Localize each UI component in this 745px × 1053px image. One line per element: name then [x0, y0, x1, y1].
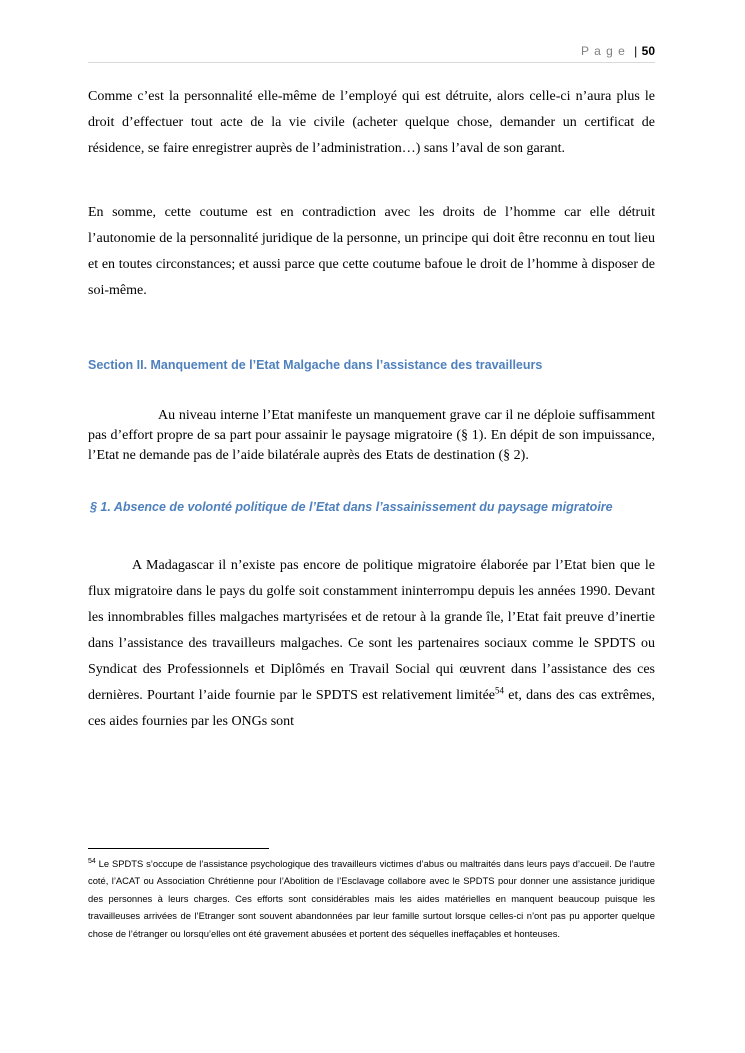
- body-text: A Madagascar il n’existe pas encore de politique migratoire élaborée par l’Etat bien que le flux migratoire dans le pays du golfe soit constamment ininterrompu depuis les années 1990. Devant les innombrables filles malgaches martyrisées et de retour à la grande île, l’Etat fait preuve d’inertie dans l’assistance des travailleurs malgaches. Ce sont les partenaires sociaux comme le SPDTS ou Syndicat des Professionnels et Diplômés en Travail Social qui œuvrent dans l’assistance des ces dernières. Pourtant l’aide fournie par le SPDTS est relativement limitée: [88, 558, 655, 703]
- paragraph-en-somme: En somme, cette coutume est en contradiction avec les droits de l’homme car elle détruit l’autonomie de la personnalité juridique de la personne, un principe qui doit être reconnu en tout lieu et en toutes circonstances; et aussi parce que cette coutume bafoue le droit de l’homme à disposer de soi-même.: [88, 205, 655, 298]
- section-intro-text: Au niveau interne l’Etat manifeste un manquement grave car il ne déploie suffisamment pas d’effort propre de sa part pour assainir le paysage migratoire (§ 1). En dépit de son impuissance, l’Etat ne demande pas de l’aide bilatérale auprès des Etats de destination (§ 2).: [88, 408, 655, 463]
- section-intro-paragraph: [88, 406, 655, 466]
- section-heading: Section II. Manquement de l’Etat Malgache dans l’assistance des travailleurs: [88, 358, 543, 372]
- footnote-reference[interactable]: 54: [495, 685, 505, 696]
- paragraph-personnalite: Comme c’est la personnalité elle-même de l’employé qui est détruite, alors celle-ci n’aura plus le droit d’effectuer tout acte de la vie civile (acheter quelque chose, demander un certificat de résidence, se faire enregistrer auprès de l’administration…) sans l’aval de son garant.: [88, 89, 655, 156]
- footnote-text: Le SPDTS s’occupe de l’assistance psychologique des travailleurs victimes d’abus ou maltraités dans leurs pays d’accueil. De l’autre coté, l’ACAT ou Association Chrétienne pour l’Abolition de l’Esclavage collabore avec le SPDTS pour donner une assistance juridique des personnes à leurs charges. Ces efforts sont considérables mais les aides matérielles en manquent beaucoup puisque les travailleuses arrivées de l’Etranger sont souvent abandonnées par leur famille surtout lorsque celles-ci n’ont pas pu apporter quelque chose de l’étranger ou lorsqu’elles ont été gravement abusées et portent des séquelles ineffaçables et honteuses.: [88, 858, 655, 939]
- header-divider: [88, 62, 655, 63]
- subsection-heading: § 1. Absence de volonté politique de l’Etat dans l’assainissement du paysage migratoire: [90, 500, 613, 514]
- footnote: [88, 855, 655, 942]
- header-separator: |: [634, 44, 638, 58]
- body-text-continued: et, dans des cas extrêmes, ces aides fournies par les ONGs sont: [88, 688, 656, 729]
- footnote-divider: [88, 848, 269, 849]
- footnote-number: 54: [88, 857, 96, 865]
- page-header: [88, 44, 655, 58]
- page-label: P a g e: [581, 44, 626, 58]
- body-paragraph: [88, 553, 655, 735]
- page-number: 50: [641, 44, 655, 58]
